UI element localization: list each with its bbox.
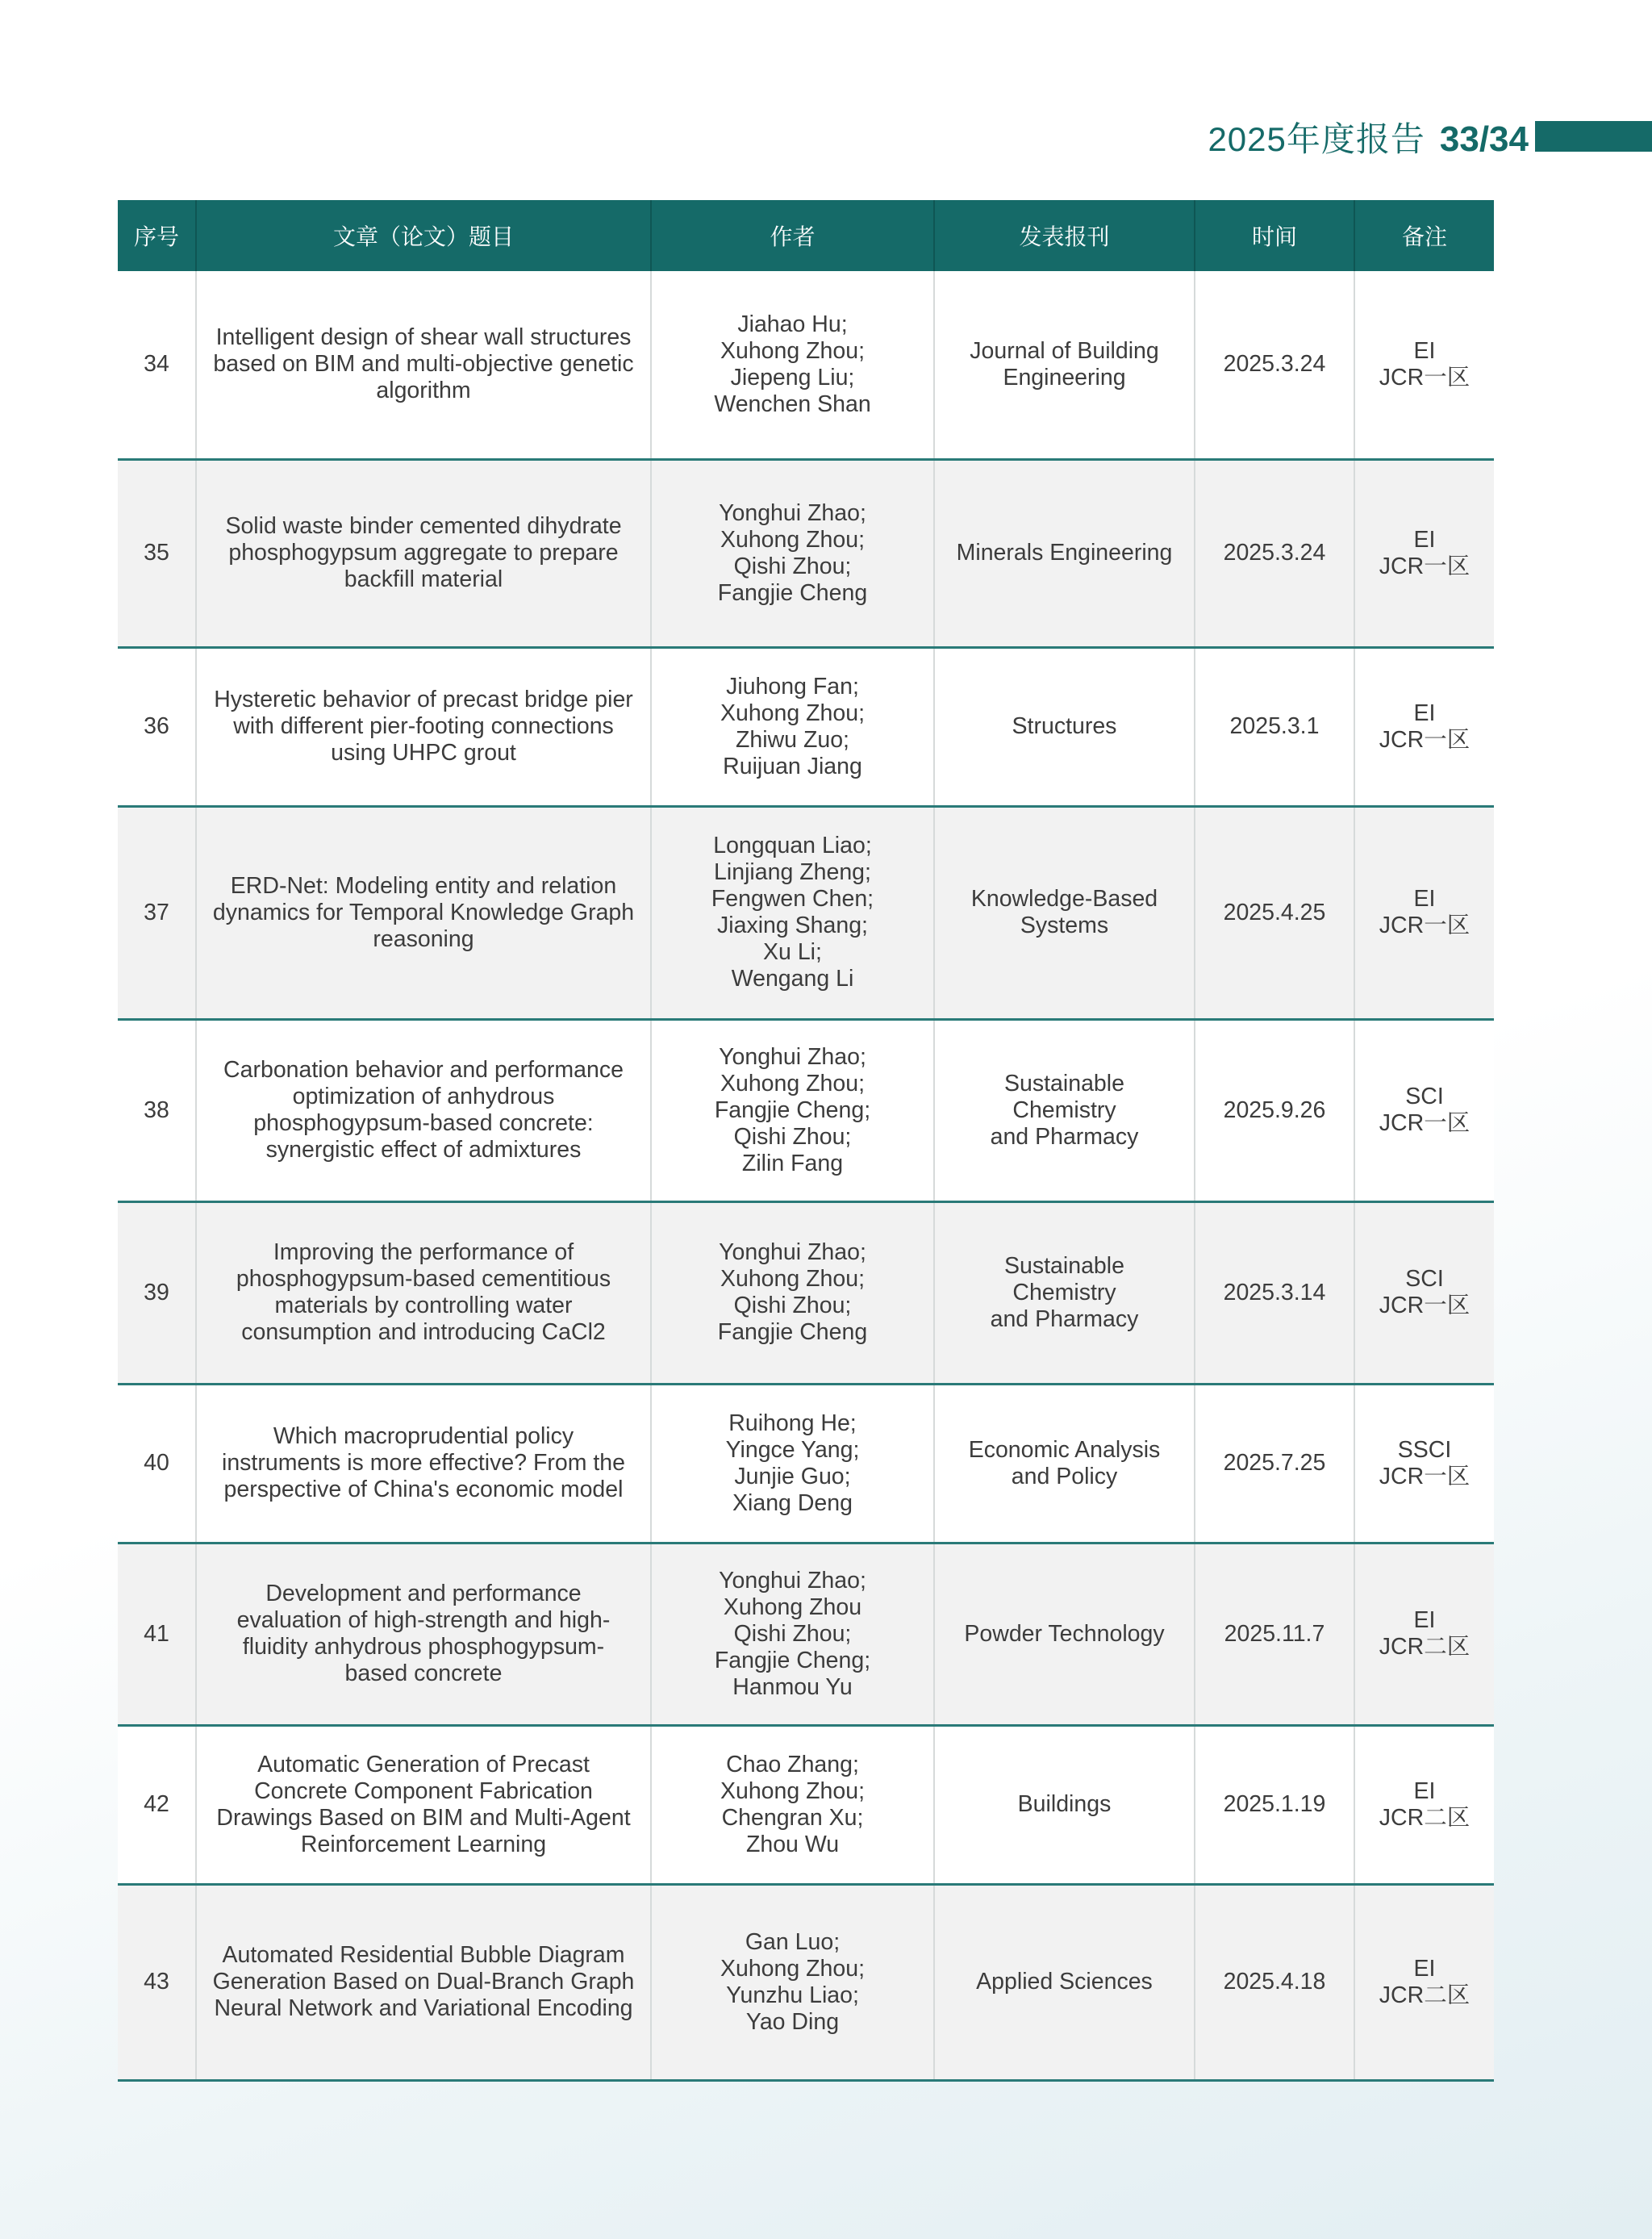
cell-authors <box>651 1201 934 1384</box>
cell-note-line: JCR一区 <box>1379 553 1471 579</box>
cell-authors-line: Jiepeng Liu; <box>730 364 855 391</box>
cell-note-line: EI <box>1413 886 1436 912</box>
cell-authors-line: Gan Luo; <box>745 1928 841 1955</box>
table-row <box>118 647 1494 806</box>
cell-authors-line: Chengran Xu; <box>721 1804 864 1831</box>
cell-note-line: SCI <box>1405 1084 1444 1109</box>
cell-title-lines <box>211 1239 636 1346</box>
cell-authors-line: Xuhong Zhou <box>723 1594 862 1620</box>
cell-authors-line: Xuhong Zhou; <box>720 700 866 726</box>
cell-journal <box>934 1019 1195 1201</box>
cell-journal-line: Journal of Building <box>970 337 1159 364</box>
cell-authors-line: Junjie Guo; <box>734 1463 851 1489</box>
cell-title-line: with different pier-footing connections <box>233 713 614 739</box>
cell-journal-line: Structures <box>1012 713 1117 739</box>
cell-title <box>196 1384 651 1543</box>
cell-title-line: algorithm <box>376 378 471 404</box>
cell-authors-line: Fangjie Cheng <box>717 1319 868 1345</box>
cell-journal-line: and Policy <box>1011 1463 1118 1489</box>
cell-title <box>196 1884 651 2080</box>
cell-title-line: Carbonation behavior and performance <box>223 1057 624 1083</box>
cell-title-line: Concrete Component Fabrication <box>254 1777 593 1804</box>
table-row <box>118 1201 1494 1384</box>
cell-authors-line: Zilin Fang <box>741 1150 844 1176</box>
cell-journal-lines <box>949 1621 1179 1648</box>
cell-journal <box>934 1543 1195 1725</box>
table-body <box>118 271 1494 2080</box>
cell-journal-line: Engineering <box>1003 364 1126 391</box>
cell-note-lines <box>1370 338 1479 391</box>
cell-journal-line: and Pharmacy <box>990 1123 1139 1150</box>
cell-date: 2025.9.26 <box>1195 1019 1354 1201</box>
cell-journal-line: Sustainable Chemistry <box>1004 1252 1124 1305</box>
cell-no: 40 <box>118 1384 196 1543</box>
table-row <box>118 1884 1494 2080</box>
cell-authors <box>651 271 934 459</box>
cell-note-lines <box>1370 1437 1479 1490</box>
cell-no: 36 <box>118 647 196 806</box>
cell-date: 2025.3.14 <box>1195 1201 1354 1384</box>
cell-note <box>1354 647 1494 806</box>
cell-title-line: Solid waste binder cemented dihydrate <box>225 513 622 539</box>
cell-title <box>196 1201 651 1384</box>
cell-title-line: Intelligent design of shear wall structures <box>215 324 632 351</box>
cell-no: 38 <box>118 1019 196 1201</box>
cell-journal <box>934 1884 1195 2080</box>
cell-title <box>196 806 651 1019</box>
column-header-title: 文章（论文）题目 <box>196 200 651 271</box>
cell-note-lines <box>1370 527 1479 580</box>
cell-title-line: synergistic effect of admixtures <box>265 1137 582 1163</box>
cell-date: 2025.3.24 <box>1195 459 1354 647</box>
cell-authors-lines <box>666 1044 919 1177</box>
cell-note-line: EI <box>1413 1777 1436 1804</box>
cell-note <box>1354 1384 1494 1543</box>
cell-note-lines <box>1370 1084 1479 1137</box>
cell-authors-lines <box>666 1239 919 1346</box>
cell-note <box>1354 1543 1494 1725</box>
cell-no: 37 <box>118 806 196 1019</box>
cell-title <box>196 1725 651 1884</box>
cell-authors-line: Fangjie Cheng; <box>714 1647 871 1673</box>
cell-title-line: Generation Based on Dual-Branch Graph <box>212 1969 635 1995</box>
cell-title-line: phosphogypsum aggregate to prepare <box>228 540 619 566</box>
cell-title-lines <box>211 1581 636 1687</box>
cell-authors-line: Xiang Deng <box>732 1489 853 1516</box>
cell-note-line: JCR一区 <box>1379 726 1471 753</box>
cell-journal <box>934 806 1195 1019</box>
cell-authors-line: Yunzhu Liao; <box>726 1982 859 2008</box>
cell-note-line: EI <box>1413 700 1436 726</box>
cell-title-line: based concrete <box>344 1660 503 1686</box>
cell-authors <box>651 806 934 1019</box>
cell-title-line: Automatic Generation of Precast <box>257 1751 590 1777</box>
cell-note <box>1354 271 1494 459</box>
cell-authors-line: Qishi Zhou; <box>733 1123 852 1150</box>
page-number: 33/34 <box>1439 119 1529 159</box>
table-row <box>118 1543 1494 1725</box>
cell-title-line: Improving the performance of <box>273 1239 574 1265</box>
cell-title <box>196 647 651 806</box>
cell-note-lines <box>1370 886 1479 939</box>
cell-journal <box>934 459 1195 647</box>
cell-note-line: JCR二区 <box>1379 1982 1471 2008</box>
cell-note <box>1354 1201 1494 1384</box>
cell-title-lines <box>211 1057 636 1163</box>
report-title: 2025年度报告 <box>1208 120 1425 158</box>
cell-title-line: reasoning <box>373 925 474 952</box>
cell-date: 2025.4.18 <box>1195 1884 1354 2080</box>
cell-authors-lines <box>666 1568 919 1701</box>
cell-authors-line: Xuhong Zhou; <box>720 1070 866 1097</box>
cell-authors-line: Xu Li; <box>763 939 822 965</box>
cell-title-line: optimization of anhydrous <box>292 1084 555 1109</box>
cell-title-line: consumption and introducing CaCl2 <box>241 1319 606 1345</box>
cell-journal-line: Powder Technology <box>964 1620 1165 1647</box>
cell-authors-line: Yonghui Zhao; <box>719 1239 866 1265</box>
cell-journal-line: Buildings <box>1017 1791 1112 1817</box>
cell-title-line: phosphogypsum-based concrete: <box>253 1110 594 1136</box>
cell-title-lines <box>211 873 636 953</box>
cell-note-line: JCR二区 <box>1379 1634 1471 1660</box>
cell-authors <box>651 1384 934 1543</box>
cell-journal-lines <box>949 1791 1179 1818</box>
cell-no: 43 <box>118 1884 196 2080</box>
cell-journal-lines <box>949 338 1179 391</box>
column-header-authors: 作者 <box>651 200 934 271</box>
table-row <box>118 1725 1494 1884</box>
cell-authors <box>651 1019 934 1201</box>
cell-note-line: JCR一区 <box>1379 1463 1471 1489</box>
cell-note-line: JCR一区 <box>1379 1293 1471 1318</box>
cell-note-line: EI <box>1413 1955 1436 1982</box>
cell-note-lines <box>1370 1607 1479 1660</box>
cell-no: 35 <box>118 459 196 647</box>
cell-authors-lines <box>666 674 919 780</box>
cell-authors-line: Yonghui Zhao; <box>719 1043 866 1070</box>
cell-date: 2025.1.19 <box>1195 1725 1354 1884</box>
cell-authors-line: Jiahao Hu; <box>737 311 848 337</box>
cell-authors-line: Qishi Zhou; <box>733 1293 852 1318</box>
cell-authors-line: Yonghui Zhao; <box>719 1567 866 1594</box>
cell-authors <box>651 1543 934 1725</box>
cell-date: 2025.7.25 <box>1195 1384 1354 1543</box>
cell-note-lines <box>1370 1956 1479 2009</box>
table-row <box>118 459 1494 647</box>
cell-authors-lines <box>666 500 919 607</box>
cell-authors-line: Yao Ding <box>745 2008 840 2035</box>
cell-authors-lines <box>666 833 919 992</box>
cell-title-line: evaluation of high-strength and high- <box>236 1607 611 1633</box>
cell-authors-line: Wengang Li <box>731 966 854 992</box>
cell-date: 2025.3.1 <box>1195 647 1354 806</box>
cell-title-lines <box>211 1942 636 2022</box>
cell-note-line: EI <box>1413 526 1436 553</box>
cell-journal-line: Systems <box>1020 913 1109 938</box>
cell-title-lines <box>211 1752 636 1858</box>
cell-journal-line: Economic Analysis <box>968 1436 1161 1463</box>
header-accent-bar <box>1535 121 1652 152</box>
cell-title <box>196 1019 651 1201</box>
cell-note <box>1354 1725 1494 1884</box>
cell-journal-line: and Pharmacy <box>990 1305 1139 1332</box>
cell-note-line: EI <box>1413 337 1436 364</box>
cell-journal-lines <box>949 713 1179 740</box>
cell-authors-line: Ruihong He; <box>728 1410 857 1436</box>
cell-title <box>196 1543 651 1725</box>
cell-authors-line: Qishi Zhou; <box>733 1620 852 1647</box>
cell-title-line: Automated Residential Bubble Diagram <box>222 1942 625 1968</box>
cell-note-lines <box>1370 1266 1479 1319</box>
cell-journal-line: Knowledge-Based <box>970 886 1158 912</box>
cell-authors-line: Qishi Zhou; <box>733 553 852 579</box>
cell-note-lines <box>1370 1778 1479 1832</box>
cell-authors-line: Zhiwu Zuo; <box>736 726 849 753</box>
cell-authors-line: Xuhong Zhou; <box>720 337 866 364</box>
cell-title-line: ERD-Net: Modeling entity and relation <box>230 872 617 899</box>
cell-authors-line: Yingce Yang; <box>725 1436 860 1463</box>
cell-authors-line: Xuhong Zhou; <box>720 1266 866 1292</box>
cell-authors-line: Jiaxing Shang; <box>717 913 868 938</box>
column-header-note: 备注 <box>1354 200 1494 271</box>
cell-title-line: fluidity anhydrous phosphogypsum- <box>242 1634 605 1660</box>
cell-title-line: Development and performance <box>265 1581 582 1606</box>
cell-authors-line: Xuhong Zhou; <box>720 1955 866 1982</box>
table-header-row <box>118 200 1494 271</box>
cell-date: 2025.3.24 <box>1195 271 1354 459</box>
cell-journal-lines <box>949 540 1179 566</box>
cell-journal <box>934 647 1195 806</box>
cell-title-line: materials by controlling water <box>274 1293 573 1318</box>
cell-title-line: dynamics for Temporal Knowledge Graph <box>212 899 635 925</box>
cell-no: 39 <box>118 1201 196 1384</box>
cell-authors <box>651 647 934 806</box>
column-header-date: 时间 <box>1195 200 1354 271</box>
cell-authors-line: Xuhong Zhou; <box>720 1777 866 1804</box>
cell-title <box>196 271 651 459</box>
cell-journal <box>934 1725 1195 1884</box>
cell-journal <box>934 271 1195 459</box>
cell-authors-line: Chao Zhang; <box>726 1751 859 1777</box>
table-row <box>118 806 1494 1019</box>
cell-note-line: JCR一区 <box>1379 1110 1471 1136</box>
cell-title-line: based on BIM and multi-objective genetic <box>213 351 634 378</box>
cell-journal-line: Sustainable Chemistry <box>1004 1070 1124 1123</box>
cell-note-line: JCR二区 <box>1379 1804 1471 1831</box>
cell-authors-line: Linjiang Zheng; <box>714 859 871 885</box>
cell-authors-line: Fangjie Cheng; <box>714 1097 871 1123</box>
cell-authors-line: Ruijuan Jiang <box>723 753 862 779</box>
cell-authors-line: Zhou Wu <box>745 1831 840 1857</box>
cell-journal-lines <box>949 1253 1179 1333</box>
cell-note-line: SCI <box>1405 1266 1444 1292</box>
cell-authors-line: Longquan Liao; <box>713 833 872 858</box>
cell-title-line: Hysteretic behavior of precast bridge pier <box>214 687 633 712</box>
cell-title-lines <box>211 1423 636 1503</box>
cell-journal-line: Minerals Engineering <box>956 540 1173 566</box>
cell-authors-line: Yonghui Zhao; <box>719 499 866 526</box>
cell-title-line: using UHPC grout <box>331 740 516 766</box>
cell-title-line: instruments is more effective? From the <box>222 1450 625 1476</box>
cell-authors-lines <box>666 1752 919 1858</box>
table-row <box>118 1384 1494 1543</box>
cell-date: 2025.11.7 <box>1195 1543 1354 1725</box>
publications-table <box>118 200 1494 2082</box>
cell-authors-line: Hanmou Yu <box>732 1673 853 1700</box>
cell-authors <box>651 1884 934 2080</box>
column-header-no: 序号 <box>118 200 196 271</box>
cell-note-line: EI <box>1413 1607 1436 1633</box>
cell-title-line: phosphogypsum-based cementitious <box>236 1266 611 1292</box>
cell-authors-line: Jiuhong Fan; <box>726 673 859 700</box>
cell-journal-lines <box>949 1071 1179 1151</box>
cell-authors-line: Fengwen Chen; <box>711 886 874 912</box>
cell-title <box>196 459 651 647</box>
table-row <box>118 1019 1494 1201</box>
cell-title-lines <box>211 687 636 767</box>
cell-no: 41 <box>118 1543 196 1725</box>
cell-title-line: Drawings Based on BIM and Multi-Agent <box>216 1804 631 1831</box>
cell-authors-line: Fangjie Cheng <box>717 579 868 606</box>
cell-journal <box>934 1384 1195 1543</box>
cell-authors-line: Wenchen Shan <box>714 391 871 417</box>
cell-journal-lines <box>949 886 1179 939</box>
cell-authors <box>651 459 934 647</box>
cell-journal-lines <box>949 1969 1179 1995</box>
cell-journal-line: Applied Sciences <box>976 1969 1153 1995</box>
cell-note <box>1354 1019 1494 1201</box>
cell-authors-line: Xuhong Zhou; <box>720 526 866 553</box>
cell-title-line: perspective of China's economic model <box>223 1477 624 1502</box>
cell-note-line: JCR一区 <box>1379 913 1471 938</box>
cell-authors <box>651 1725 934 1884</box>
cell-note <box>1354 1884 1494 2080</box>
column-header-journal: 发表报刊 <box>934 200 1195 271</box>
cell-title-line: backfill material <box>344 566 503 592</box>
cell-title-line: Which macroprudential policy <box>273 1423 574 1449</box>
cell-note-lines <box>1370 700 1479 754</box>
cell-authors-lines <box>666 1929 919 2036</box>
cell-note-line: JCR一区 <box>1379 364 1471 391</box>
cell-no: 34 <box>118 271 196 459</box>
table-row <box>118 271 1494 459</box>
cell-title-lines <box>211 513 636 593</box>
cell-journal-lines <box>949 1437 1179 1490</box>
cell-title-line: Neural Network and Variational Encoding <box>214 1995 633 2021</box>
cell-date: 2025.4.25 <box>1195 806 1354 1019</box>
cell-title-lines <box>211 324 636 404</box>
cell-title-line: Reinforcement Learning <box>300 1831 547 1857</box>
cell-note <box>1354 806 1494 1019</box>
cell-no: 42 <box>118 1725 196 1884</box>
cell-note-line: SSCI <box>1397 1436 1452 1463</box>
cell-authors-lines <box>666 1410 919 1517</box>
cell-note <box>1354 459 1494 647</box>
report-header <box>1208 113 1529 161</box>
cell-authors-lines <box>666 311 919 418</box>
cell-journal <box>934 1201 1195 1384</box>
